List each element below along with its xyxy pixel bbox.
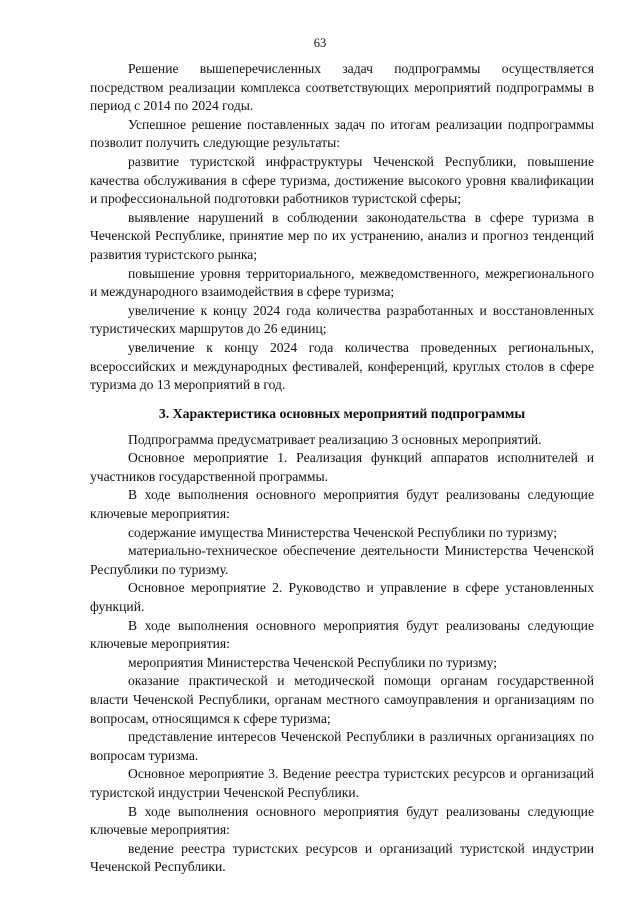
- section-heading: 3. Характеристика основных мероприятий подпрограммы: [158, 405, 526, 421]
- paragraph: Основное мероприятие 1. Реализация функций аппаратов исполнителей и участников государственной программы.: [90, 450, 594, 484]
- list-item: представление интересов Чеченской Республики в различных организациях по вопросам туризма.: [90, 729, 594, 763]
- list-item: увеличение к концу 2024 года количества разработанных и восстановленных туристических маршрутов до 26 единиц;: [90, 302, 594, 337]
- list-item: материально-техническое обеспечение деятельности Министерства Чеченской Республики по туризму.: [90, 543, 594, 577]
- paragraph: Решение вышеперечисленных задач подпрограммы осуществляется посредством реализации комплекса соответствующих мероприятий подпрограммы в период с 2014 по 2024 годы.: [90, 61, 594, 114]
- list-item: повышение уровня территориального, межведомственного, межрегионального и международного взаимодействия в сфере туризма;: [90, 265, 594, 300]
- list-item: увеличение к концу 2024 года количества проведенных региональных, всероссийских и международных фестивалей, конференций, круглых столов в сфере туризма до 13 мероприятий в год.: [90, 339, 594, 393]
- paragraph: В ходе выполнения основного мероприятия будут реализованы следующие ключевые мероприятия:: [90, 803, 594, 838]
- list-item: содержание имущества Министерства Чеченской Республики по туризму;: [128, 524, 558, 540]
- document-body: [90, 60, 594, 877]
- list-item: выявление нарушений в соблюдении законодательства в сфере туризма в Чеченской Республике, принятие мер по их устранению, анализ и прогноз тенденций развития туристского рынка;: [90, 209, 594, 262]
- paragraph: В ходе выполнения основного мероприятия будут реализованы следующие ключевые мероприятия:: [90, 617, 594, 652]
- paragraph: В ходе выполнения основного мероприятия будут реализованы следующие ключевые мероприятия:: [90, 487, 594, 522]
- paragraph: Успешное решение поставленных задач по итогам реализации подпрограммы позволит получить следующие результаты:: [90, 116, 594, 151]
- paragraph: Основное мероприятие 2. Руководство и управление в сфере установленных функций.: [90, 580, 594, 615]
- list-item: оказание практической и методической помощи органам государственной власти Чеченской Республики, органам местного самоуправления и организациям по вопросам, относящимся к сфере туризма;: [90, 673, 594, 726]
- list-item: мероприятия Министерства Чеченской Республики по туризму;: [128, 654, 498, 670]
- page-number: 63: [313, 36, 327, 50]
- list-item: ведение реестра туристских ресурсов и организаций туристской индустрии Чеченской Республики.: [90, 840, 594, 875]
- paragraph: Подпрограмма предусматривает реализацию 3 основных мероприятий.: [128, 431, 542, 447]
- list-item: развитие туристской инфраструктуры Чеченской Республики, повышение качества обслуживания в сфере туризма, достижение высокого уровня квалификации и профессиональной подготовки работников туристской сферы;: [90, 153, 594, 207]
- paragraph: Основное мероприятие 3. Ведение реестра туристских ресурсов и организаций туристской индустрии Чеченской Республики.: [90, 766, 594, 800]
